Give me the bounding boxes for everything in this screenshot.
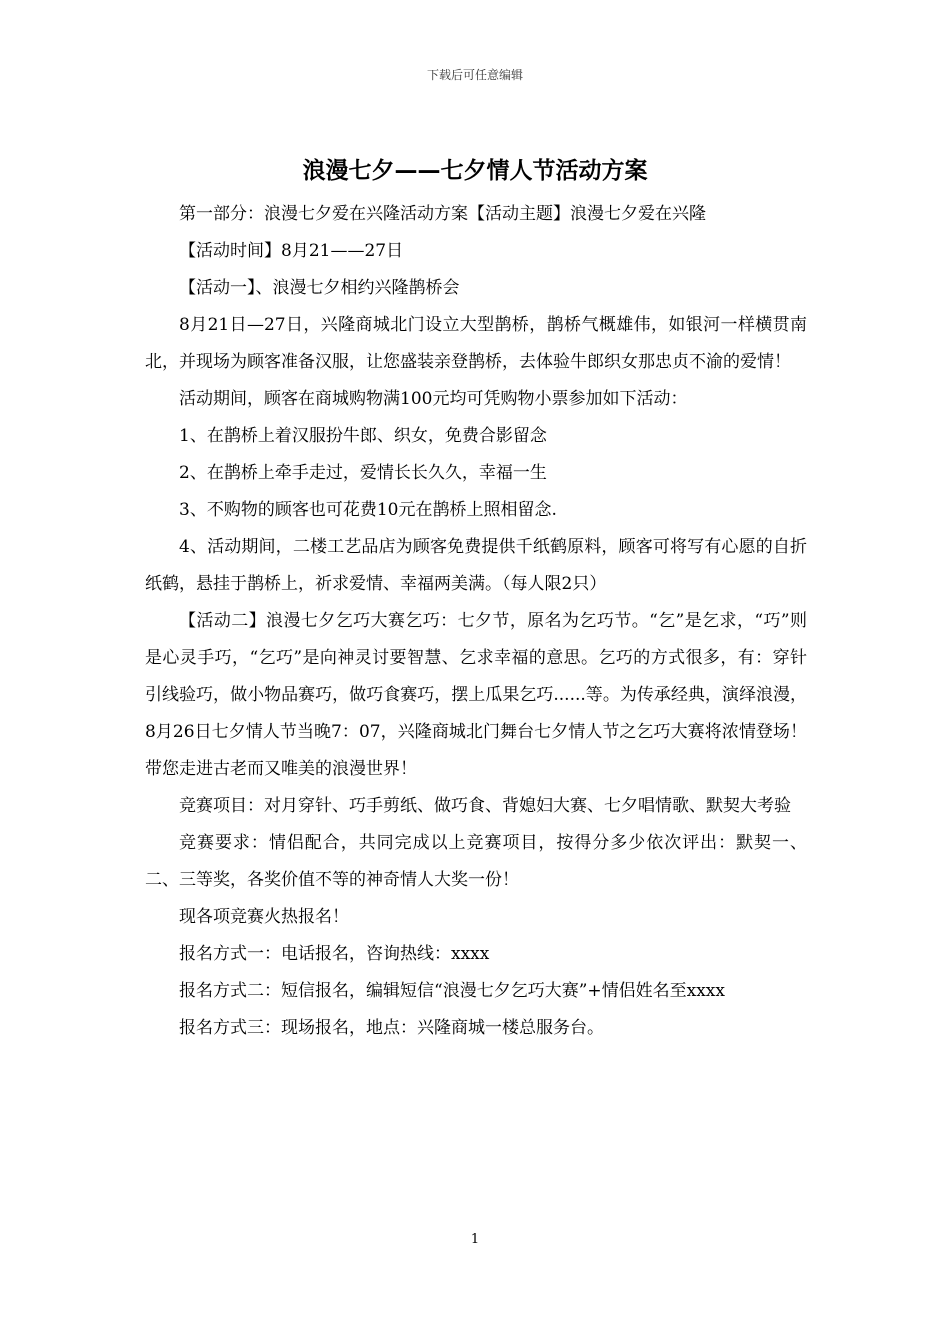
paragraph-activity-two: 【活动二】浪漫七夕乞巧大赛乞巧：七夕节，原名为乞巧节。“乞”是乞求，“巧”则是心灵手巧，“乞巧”是向神灵讨要智慧、乞求幸福的意思。乞巧的方式很多，有：穿针引线验巧，做小物品赛巧，做巧食赛巧，摆上瓜果乞巧......等。为传承经典，演绎浪漫，8月26日七夕情人节当晚7：07，兴隆商城北门舞台七夕情人节之乞巧大赛将浓情登场！带您走进古老而又唯美的浪漫世界！	[145, 611, 807, 779]
list-item-2: 2、在鹊桥上牵手走过，爱情长长久久，幸福一生	[179, 463, 547, 483]
list-item-1: 1、在鹊桥上着汉服扮牛郎、织女，免费合影留念	[179, 426, 547, 446]
paragraph-activity-time: 【活动时间】8月21——27日	[179, 241, 404, 261]
paragraph-part-one: 第一部分：浪漫七夕爱在兴隆活动方案【活动主题】浪漫七夕爱在兴隆	[179, 204, 706, 224]
paragraph-registration-method-1: 报名方式一：电话报名，咨询热线：xxxx	[179, 944, 490, 964]
list-item-4: 4、活动期间，二楼工艺品店为顾客免费提供千纸鹤原料，顾客可将写有心愿的自折纸鹤，悬挂于鹊桥上，祈求爱情、幸福两美满。（每人限2只）	[145, 537, 807, 594]
paragraph-activity-one-heading: 【活动一】、浪漫七夕相约兴隆鹊桥会	[179, 278, 460, 298]
page-number: 1	[470, 1232, 480, 1247]
document-title: 浪漫七夕——七夕情人节活动方案	[302, 158, 648, 184]
document-body	[145, 196, 807, 1047]
paragraph-competition-requirements: 竞赛要求：情侣配合，共同完成以上竞赛项目，按得分多少依次评出：默契一、二、三等奖，各奖价值不等的神奇情人大奖一份！	[145, 833, 807, 890]
list-item-3: 3、不购物的顾客也可花费10元在鹊桥上照相留念.	[179, 500, 557, 520]
paragraph-activity-period: 活动期间，顾客在商城购物满100元均可凭购物小票参加如下活动：	[179, 389, 688, 409]
page-header-note: 下载后可任意编辑	[426, 68, 523, 82]
paragraph-registration-method-2: 报名方式二：短信报名，编辑短信“浪漫七夕乞巧大赛”+情侣姓名至xxxx	[179, 981, 725, 1001]
paragraph-registration-method-3: 报名方式三：现场报名，地点：兴隆商城一楼总服务台。	[179, 1018, 604, 1038]
paragraph-activity-one-description: 8月21日—27日，兴隆商城北门设立大型鹊桥，鹊桥气概雄伟，如银河一样横贯南北，并现场为顾客准备汉服，让您盛装亲登鹊桥，去体验牛郎织女那忠贞不渝的爱情！	[145, 315, 807, 372]
paragraph-registration-open: 现各项竞赛火热报名！	[179, 907, 349, 927]
paragraph-competition-items: 竞赛项目：对月穿针、巧手剪纸、做巧食、背媳妇大赛、七夕唱情歌、默契大考验	[179, 796, 791, 816]
